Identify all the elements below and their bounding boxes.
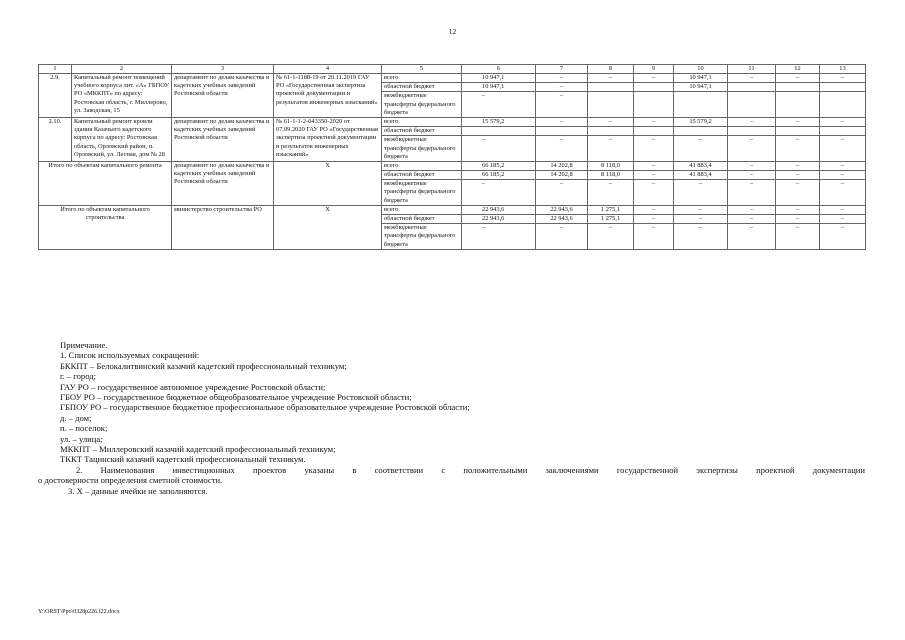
value-cell: 15 579,2 [674, 117, 728, 126]
value-cell: – [588, 74, 634, 83]
expertise-cell: Х [274, 205, 382, 249]
page-number: 12 [448, 27, 457, 36]
value-cell: 14 202,8 [536, 161, 588, 170]
value-cell: – [634, 136, 674, 162]
budget-table [38, 64, 866, 250]
value-cell: – [674, 180, 728, 206]
table-row [39, 161, 866, 170]
value-cell: 22 943,6 [462, 215, 536, 224]
value-cell: – [588, 180, 634, 206]
column-header: 2 [72, 65, 172, 74]
value-cell: – [536, 117, 588, 126]
abbreviation-item: МККПТ – Миллеровский казачий кадетский профессиональный техникум; [60, 444, 336, 455]
value-cell: – [536, 83, 588, 92]
value-cell: – [634, 117, 674, 126]
value-cell: 10 947,1 [674, 83, 728, 92]
funding-source-cell: межбюджетные трансферты федерального бюджета [382, 224, 462, 250]
column-header: 13 [820, 65, 866, 74]
value-cell: – [820, 161, 866, 170]
value-cell: – [820, 224, 866, 250]
footer-file-path: Y:\ORST\Ppo\0328p226.f22.docx [38, 609, 120, 615]
abbreviation-item: ул. – улица; [60, 433, 103, 444]
abbreviation-item: БККПТ – Белокалитвинский казачий кадетский профессиональный техникум; [60, 360, 347, 371]
value-cell: 41 883,4 [674, 161, 728, 170]
notes-section [38, 340, 865, 496]
value-cell: – [776, 215, 820, 224]
value-cell: – [728, 74, 776, 83]
notes-item-2-line-1: 2. Наименования инвестиционных проектов указаны в соответствии с положительными заключениями государственной экспертизы проектной документации [76, 464, 865, 475]
value-cell: – [588, 224, 634, 250]
abbreviation-list [60, 361, 865, 465]
value-cell [634, 127, 674, 136]
value-cell: 1 275,1 [588, 215, 634, 224]
abbreviation-item: п. – поселок; [60, 423, 108, 434]
expertise-cell: Х [274, 161, 382, 205]
value-cell [634, 83, 674, 92]
funding-source-cell: всего [382, 117, 462, 126]
value-cell: 8 118,0 [588, 171, 634, 180]
value-cell: – [728, 161, 776, 170]
value-cell [536, 127, 588, 136]
abbreviation-item: ТККТ Тацинский казачий кадетский профессиональный техникум. [60, 454, 306, 465]
value-cell: – [776, 224, 820, 250]
value-cell [776, 127, 820, 136]
value-cell: 1 275,1 [588, 205, 634, 214]
column-header: 10 [674, 65, 728, 74]
abbreviation-item: ГАУ РО – государственное автономное учреждение Ростовской области; [60, 381, 326, 392]
group-name-cell: Итого по объектам капитального ремонта [39, 161, 172, 205]
value-cell: – [776, 117, 820, 126]
funding-source-cell: межбюджетные трансферты федерального бюджета [382, 136, 462, 162]
value-cell: 14 202,8 [536, 171, 588, 180]
value-cell: – [536, 180, 588, 206]
value-cell: 15 579,2 [462, 117, 536, 126]
value-cell: – [728, 224, 776, 250]
value-cell: 10 947,1 [462, 74, 536, 83]
value-cell: – [820, 117, 866, 126]
funding-source-cell: областной бюджет [382, 171, 462, 180]
value-cell: 10 947,1 [462, 83, 536, 92]
value-cell: – [462, 92, 536, 118]
abbreviation-item: д. – дом; [60, 412, 92, 423]
value-cell: – [728, 171, 776, 180]
funding-source-cell: всего [382, 161, 462, 170]
column-header: 4 [274, 65, 382, 74]
column-header: 5 [382, 65, 462, 74]
funding-source-cell: межбюджетные трансферты федерального бюджета [382, 92, 462, 118]
value-cell: – [462, 224, 536, 250]
customer-cell: департамент по делам казачества и кадетских учебных заведений Ростовской области [172, 117, 274, 161]
value-cell: – [674, 224, 728, 250]
customer-cell: департамент по делам казачества и кадетских учебных заведений Ростовской области [172, 74, 274, 118]
value-cell: – [462, 180, 536, 206]
value-cell: – [634, 215, 674, 224]
value-cell: – [634, 161, 674, 170]
value-cell [728, 127, 776, 136]
funding-source-cell: всего [382, 74, 462, 83]
group-name-cell: Итого по объектам капитального строительства [39, 205, 172, 249]
value-cell: – [674, 136, 728, 162]
table-row [39, 117, 866, 126]
value-cell: – [588, 117, 634, 126]
abbreviation-item: ГБПОУ РО – государственное бюджетное профессиональное образовательное учреждение Ростовской области; [60, 402, 470, 413]
value-cell [634, 92, 674, 118]
value-cell: – [820, 74, 866, 83]
value-cell: 22 943,6 [462, 205, 536, 214]
value-cell: 22 943,6 [536, 215, 588, 224]
value-cell: – [536, 92, 588, 118]
value-cell: – [820, 136, 866, 162]
value-cell: – [728, 205, 776, 214]
column-header: 6 [462, 65, 536, 74]
column-header: 11 [728, 65, 776, 74]
row-number-cell: 2.9. [39, 74, 72, 118]
value-cell: – [536, 224, 588, 250]
column-header: 12 [776, 65, 820, 74]
value-cell [588, 83, 634, 92]
notes-title: Примечание. [60, 340, 108, 350]
value-cell: – [728, 117, 776, 126]
value-cell: – [634, 180, 674, 206]
value-cell: – [634, 224, 674, 250]
value-cell: – [776, 161, 820, 170]
column-header: 3 [172, 65, 274, 74]
value-cell: – [728, 215, 776, 224]
value-cell: – [536, 74, 588, 83]
value-cell: – [674, 205, 728, 214]
value-cell [462, 127, 536, 136]
notes-item-1-title: 1. Список используемых сокращений: [60, 350, 200, 361]
value-cell: – [776, 136, 820, 162]
abbreviation-item: г. – город; [60, 371, 97, 382]
value-cell: – [728, 136, 776, 162]
value-cell [776, 92, 820, 118]
expertise-cell: № 61-1-1-2-043350-2020 от 07.09.2020 ГАУ РО «Государственная экспертиза проектной документации и результатов инженерных изысканий» [274, 117, 382, 161]
customer-cell: министерство строительства РО [172, 205, 274, 249]
value-cell: 8 118,0 [588, 161, 634, 170]
value-cell: – [820, 215, 866, 224]
value-cell: – [776, 180, 820, 206]
value-cell: – [820, 205, 866, 214]
notes-item-2-line-2: о достоверности определения сметной стоимости. [38, 475, 223, 486]
value-cell: – [776, 205, 820, 214]
value-cell: – [588, 136, 634, 162]
value-cell: – [536, 136, 588, 162]
value-cell: 10 947,1 [674, 74, 728, 83]
column-header: 1 [39, 65, 72, 74]
project-name-cell: Капитальный ремонт кровли здания Казачьего кадетского корпуса по адресу: Ростовская область, Орловский район, п. Орловский, ул. Лесная, дом № 28 [72, 117, 172, 161]
value-cell [820, 127, 866, 136]
value-cell [588, 92, 634, 118]
value-cell: – [634, 205, 674, 214]
value-cell: – [820, 180, 866, 206]
expertise-cell: № 61-1-1188-19 от 20.11.2019 ГАУ РО «Государственная экспертиза проектной документации и результатов инженерных изысканий» [274, 74, 382, 118]
value-cell: – [776, 171, 820, 180]
funding-source-cell: всего [382, 205, 462, 214]
value-cell: 66 185,2 [462, 171, 536, 180]
column-header: 9 [634, 65, 674, 74]
value-cell: – [634, 171, 674, 180]
row-number-cell: 2.10. [39, 117, 72, 161]
value-cell: 41 883,4 [674, 171, 728, 180]
table-header-row [39, 65, 866, 74]
value-cell [588, 127, 634, 136]
value-cell: – [674, 215, 728, 224]
table-row [39, 74, 866, 83]
funding-source-cell: областной бюджет [382, 127, 462, 136]
value-cell [674, 92, 728, 118]
column-header: 8 [588, 65, 634, 74]
value-cell [820, 92, 866, 118]
abbreviation-item: ГБОУ РО – государственное бюджетное общеобразовательное учреждение Ростовской области; [60, 392, 412, 403]
value-cell: – [634, 74, 674, 83]
funding-source-cell: межбюджетные трансферты федерального бюджета [382, 180, 462, 206]
funding-source-cell: областной бюджет [382, 215, 462, 224]
value-cell: 66 185,2 [462, 161, 536, 170]
value-cell [820, 83, 866, 92]
value-cell: – [776, 74, 820, 83]
value-cell: – [462, 136, 536, 162]
value-cell: – [728, 180, 776, 206]
value-cell [776, 83, 820, 92]
value-cell [674, 127, 728, 136]
notes-item-3: 3. Х – данные ячейки не заполняются. [68, 485, 208, 496]
project-name-cell: Капитальный ремонт помещений учебного корпуса лит. «А» ГБПОУ РО «МККПТ» по адресу: Ростовская область, г. Миллерово, ул. Заводская, 15 [72, 74, 172, 118]
funding-source-cell: областной бюджет [382, 83, 462, 92]
column-header: 7 [536, 65, 588, 74]
customer-cell: департамент по делам казачества и кадетских учебных заведений Ростовской области [172, 161, 274, 205]
table-row [39, 205, 866, 214]
value-cell: 22 943,6 [536, 205, 588, 214]
value-cell [728, 83, 776, 92]
value-cell: – [820, 171, 866, 180]
value-cell [728, 92, 776, 118]
